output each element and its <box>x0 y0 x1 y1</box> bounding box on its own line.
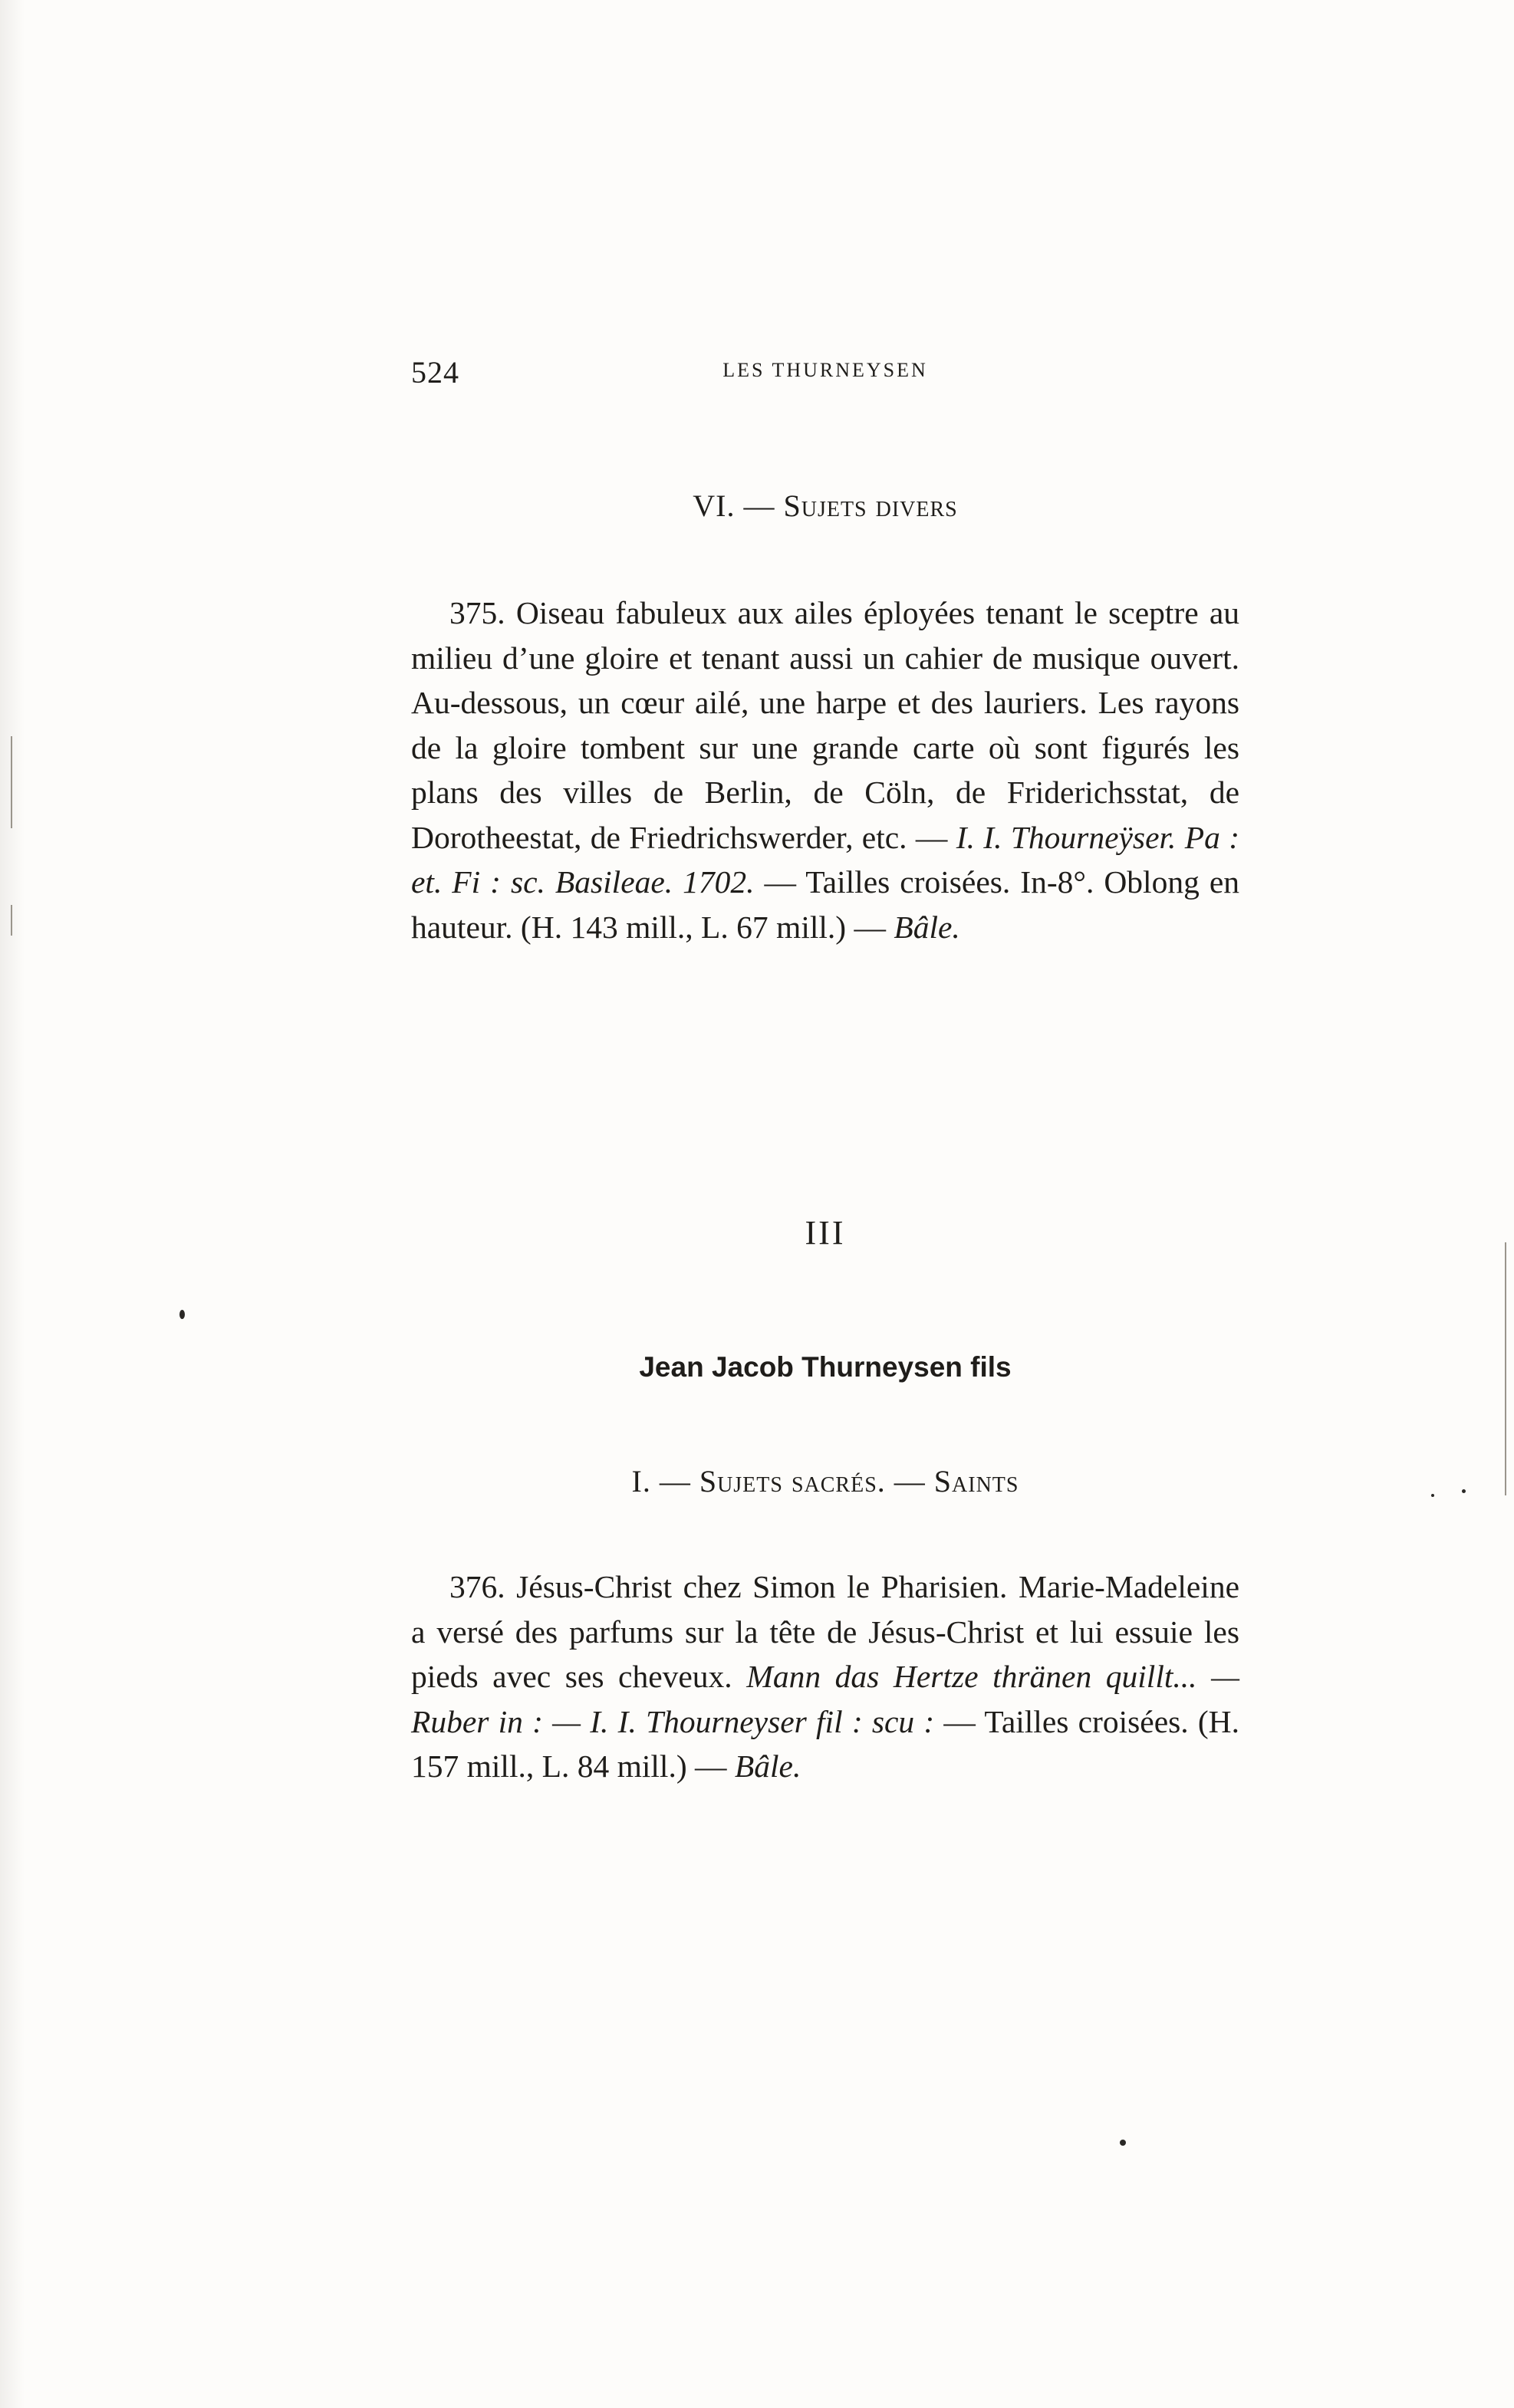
scan-speck <box>1431 1494 1434 1497</box>
scan-edge-shadow <box>0 0 25 2408</box>
entry-inscription: I. I. Thourneÿser. Pa : et. Fi : sc. Basileae. 1702. <box>411 819 1240 900</box>
entry-number: 375. <box>449 595 505 630</box>
scan-speck <box>179 1310 185 1319</box>
catalog-entry-376 <box>411 1564 1239 1789</box>
artist-heading: Jean Jacob Thurneysen fils <box>639 1351 1012 1383</box>
running-head <box>411 354 1239 393</box>
running-title: LES THURNEYSEN <box>722 359 928 381</box>
section-heading-divers: VI. — Sujets divers <box>693 489 958 523</box>
entry-location: Bâle. <box>894 909 960 945</box>
catalog-entry-375 <box>411 590 1239 949</box>
scan-speck <box>1120 2140 1126 2146</box>
entry-details: — Tailles croisées. In-8°. Oblong en hauteur. (H. 143 mill., L. 67 mill.) — <box>411 864 1239 945</box>
entry-description: Oiseau fabuleux aux ailes éployées tenant le sceptre au milieu d’une gloire et tenant aussi un cahier de musique ouvert. Au-dessous, un cœur ailé, une harpe et des lauriers. Les rayons de la gloire tombent sur une grande carte où sont figurés les plans des villes de Berlin, de Cöln, de Friderichsstat, de Dorotheestat, de Friedrichswerder, etc. — <box>411 595 1239 855</box>
entry-details: — Tailles croisées. (H. 157 mill., L. 84 mill.) — <box>411 1703 1240 1784</box>
entry-number: 376. <box>449 1569 505 1604</box>
chapter-number: III <box>805 1214 846 1252</box>
entry-description: Jésus-Christ chez Simon le Pharisien. Marie-Madeleine a versé des parfums sur la tête de Jésus-Christ et lui essuie les pieds avec ses cheveux. <box>411 1569 1240 1694</box>
scan-speck <box>1462 1489 1466 1493</box>
scan-artifact-line <box>1505 1242 1506 1495</box>
entry-inscription: Mann das Hertze thränen quillt... — Ruber in : — I. I. Thourneyser fil : scu : <box>411 1659 1239 1739</box>
section-heading-sacres: I. — Sujets sacrés. — Saints <box>631 1464 1019 1498</box>
entry-location: Bâle. <box>734 1748 801 1784</box>
scan-artifact-line <box>11 905 12 936</box>
page-number: 524 <box>411 355 459 390</box>
scan-artifact-line <box>11 736 12 828</box>
